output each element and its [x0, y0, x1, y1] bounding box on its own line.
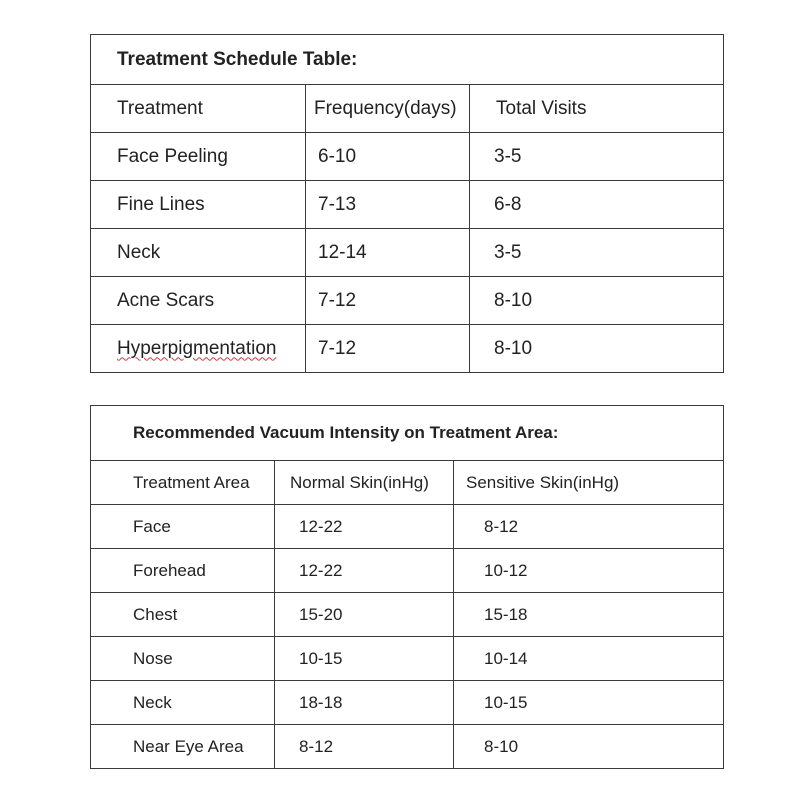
total-visits-value: 3-5: [494, 241, 522, 263]
header-frequency: Frequency(days): [314, 97, 457, 119]
table-cell: [454, 681, 724, 725]
table-row: [91, 181, 724, 229]
table-row: [91, 681, 724, 725]
table-cell: [91, 505, 275, 549]
table-cell: [91, 181, 306, 229]
normal-skin-value: 12-22: [299, 560, 343, 580]
table-row: [91, 505, 724, 549]
table-row: [91, 549, 724, 593]
table-cell: [91, 133, 306, 181]
column-header: [306, 85, 470, 133]
table-cell: [91, 593, 275, 637]
table-cell: [454, 593, 724, 637]
schedule-table-title: Treatment Schedule Table:: [117, 48, 358, 70]
table-cell: [454, 505, 724, 549]
sensitive-skin-value: 15-18: [484, 604, 528, 624]
table-cell: [91, 725, 275, 769]
total-visits-value: 8-10: [494, 337, 533, 359]
table-cell: [306, 181, 470, 229]
sensitive-skin-value: 8-10: [484, 736, 519, 756]
table-cell: [91, 277, 306, 325]
treatment-name: Acne Scars: [117, 289, 215, 311]
sensitive-skin-value: 10-12: [484, 560, 528, 580]
table-header-row: [91, 461, 724, 505]
table-row: [91, 133, 724, 181]
column-header: [91, 85, 306, 133]
frequency-value: 7-12: [318, 337, 357, 359]
table-row: [91, 229, 724, 277]
total-visits-value: 8-10: [494, 289, 533, 311]
treatment-area: Near Eye Area: [133, 736, 244, 756]
total-visits-value: 3-5: [494, 145, 522, 167]
table-title-cell: [91, 35, 724, 85]
frequency-value: 6-10: [318, 145, 357, 167]
column-header: [454, 461, 724, 505]
treatment-name: Fine Lines: [117, 193, 205, 215]
frequency-value: 7-13: [318, 193, 357, 215]
vacuum-intensity-table: [90, 405, 724, 769]
table-cell: [454, 549, 724, 593]
table-row: [91, 277, 724, 325]
table-cell: [91, 229, 306, 277]
treatment-area: Nose: [133, 648, 173, 668]
table-cell: [91, 637, 275, 681]
treatment-name: Face Peeling: [117, 145, 228, 167]
treatment-area: Forehead: [133, 560, 206, 580]
table-title-row: [91, 406, 724, 461]
table-cell: [275, 681, 454, 725]
table-cell: [470, 277, 724, 325]
sensitive-skin-value: 10-14: [484, 648, 528, 668]
table-cell: [91, 681, 275, 725]
table-cell: [454, 725, 724, 769]
table-header-row: [91, 85, 724, 133]
column-header: [470, 85, 724, 133]
table-title-cell: [91, 406, 724, 461]
total-visits-value: 6-8: [494, 193, 522, 215]
normal-skin-value: 12-22: [299, 516, 343, 536]
table-cell: [91, 325, 306, 373]
table-cell: [470, 133, 724, 181]
column-header: [91, 461, 275, 505]
table-cell: [470, 229, 724, 277]
normal-skin-value: 10-15: [299, 648, 343, 668]
spellcheck-underlined-text: Hyperpigmentation: [117, 337, 277, 359]
column-header: [275, 461, 454, 505]
sensitive-skin-value: 10-15: [484, 692, 528, 712]
table-cell: [275, 637, 454, 681]
header-total-visits: Total Visits: [496, 97, 587, 119]
table-row: [91, 637, 724, 681]
table-cell: [306, 277, 470, 325]
treatment-name: [91, 338, 305, 360]
table-cell: [454, 637, 724, 681]
treatment-area: Neck: [133, 692, 172, 712]
table-row: [91, 593, 724, 637]
treatment-area: Chest: [133, 604, 178, 624]
table-cell: [91, 549, 275, 593]
table-cell: [275, 505, 454, 549]
table-cell: [275, 725, 454, 769]
table-cell: [470, 325, 724, 373]
table-cell: [306, 229, 470, 277]
frequency-value: 7-12: [318, 289, 357, 311]
table-cell: [306, 133, 470, 181]
header-treatment-area: Treatment Area: [133, 472, 250, 492]
treatment-schedule-table: [90, 34, 724, 373]
normal-skin-value: 15-20: [299, 604, 343, 624]
treatment-name: Neck: [117, 241, 161, 263]
normal-skin-value: 8-12: [299, 736, 334, 756]
header-treatment: Treatment: [117, 97, 203, 119]
vacuum-table-title: Recommended Vacuum Intensity on Treatment Area:: [133, 423, 559, 442]
table-cell: [306, 325, 470, 373]
table-cell: [275, 549, 454, 593]
table-row: [91, 725, 724, 769]
normal-skin-value: 18-18: [299, 692, 343, 712]
table-title-row: [91, 35, 724, 85]
treatment-area: Face: [133, 516, 171, 536]
header-sensitive-skin: Sensitive Skin(inHg): [466, 472, 620, 492]
table-cell: [470, 181, 724, 229]
frequency-value: 12-14: [318, 241, 367, 263]
sensitive-skin-value: 8-12: [484, 516, 519, 536]
header-normal-skin: Normal Skin(inHg): [290, 472, 429, 492]
table-cell: [275, 593, 454, 637]
table-row: [91, 325, 724, 373]
